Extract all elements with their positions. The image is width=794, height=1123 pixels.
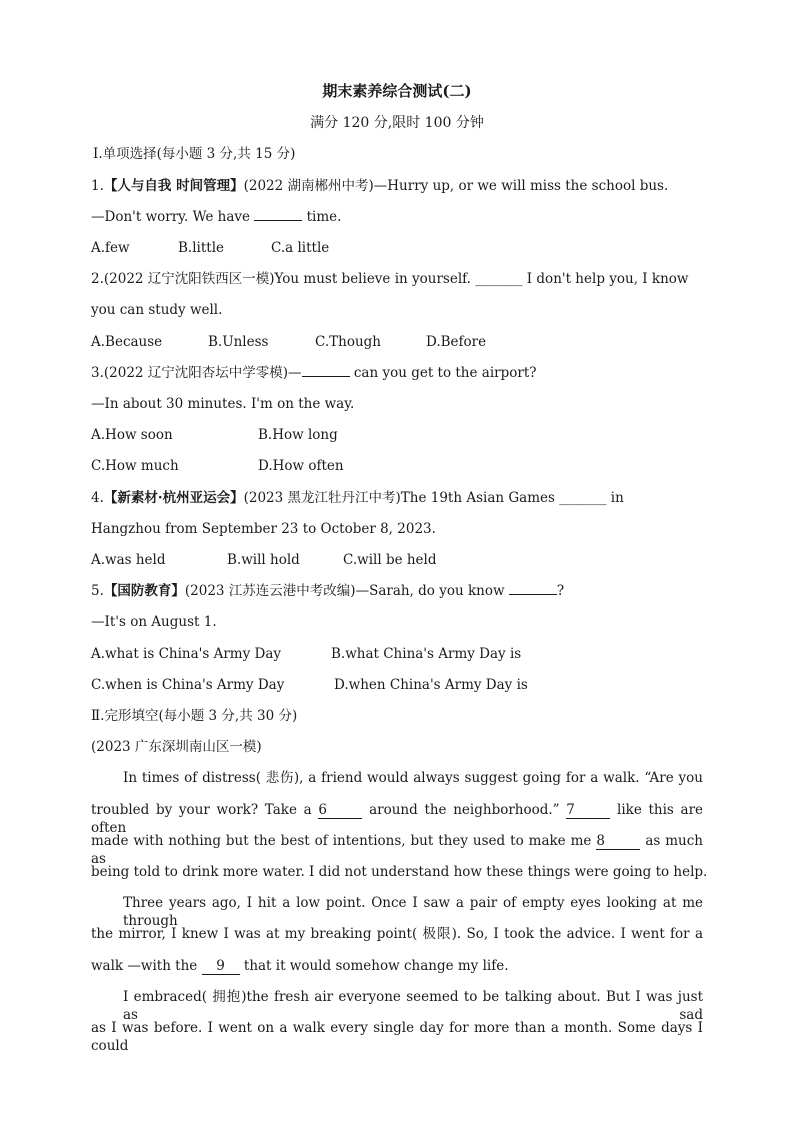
- option-a[interactable]: A.what is China's Army Day: [91, 646, 282, 662]
- question-tag: 【国防教育】: [103, 583, 185, 599]
- passage-text: made with nothing but the best of intentions, but they used to make me: [91, 833, 592, 849]
- question-number: 4.: [91, 490, 104, 506]
- question-number: 5.: [91, 583, 104, 599]
- passage-text: as much as: [91, 833, 703, 867]
- passage-text: walk —with the: [91, 958, 198, 974]
- option-a[interactable]: A.was held: [91, 552, 166, 568]
- option-c[interactable]: C.will be held: [343, 552, 437, 568]
- option-d[interactable]: D.How often: [258, 458, 344, 474]
- option-d[interactable]: D.when China's Army Day is: [334, 677, 528, 693]
- question-2-cont: you can study well.: [91, 302, 223, 318]
- option-d[interactable]: D.Before: [426, 334, 487, 350]
- question-text: ?: [556, 583, 565, 599]
- question-tag: 【人与自我 时间管理】: [103, 178, 244, 194]
- option-c[interactable]: C.when is China's Army Day: [91, 677, 285, 693]
- page-subtitle: 满分 120 分,限时 100 分钟: [310, 115, 484, 131]
- cloze-blank-6[interactable]: 6: [318, 802, 362, 819]
- option-a[interactable]: A.Because: [91, 334, 163, 350]
- passage-line: I embraced( 拥抱)the fresh air everyone seemed to be talking about. But I was just as sad: [123, 989, 703, 1023]
- page-title: 期末素养综合测试(二): [322, 82, 472, 100]
- answer-blank[interactable]: [302, 376, 350, 377]
- passage-text: around the neighborhood.”: [369, 802, 560, 818]
- question-5-response: —It's on August 1.: [91, 614, 217, 630]
- option-b[interactable]: B.Unless: [208, 334, 269, 350]
- option-b[interactable]: B.will hold: [227, 552, 300, 568]
- question-text: 3.(2022 辽宁沈阳杏坛中学零模)—: [91, 365, 302, 381]
- passage-text: like this are often: [91, 802, 704, 836]
- passage-line: Three years ago, I hit a low point. Once I saw a pair of empty eyes looking at me through: [123, 895, 703, 929]
- option-a[interactable]: A.few: [91, 240, 130, 256]
- answer-blank[interactable]: [254, 220, 302, 221]
- question-4: [91, 489, 703, 507]
- question-text: (2023 黑龙江牡丹江中考)The 19th Asian Games _______ in: [243, 490, 624, 506]
- cloze-blank-8[interactable]: 8: [596, 833, 640, 850]
- option-b[interactable]: B.what China's Army Day is: [331, 646, 522, 662]
- passage-line: as I was before. I went on a walk every single day for more than a month. Some days I could: [91, 1020, 703, 1054]
- answer-blank[interactable]: [509, 594, 557, 595]
- cloze-blank-9[interactable]: 9: [202, 958, 240, 975]
- question-text: can you get to the airport?: [349, 365, 537, 381]
- passage-line: the mirror, I knew I was at my breaking point( 极限). So, I took the advice. I went for a: [91, 926, 703, 942]
- question-3: [91, 364, 703, 382]
- option-c[interactable]: C.Though: [315, 334, 381, 350]
- section2-source: (2023 广东深圳南山区一模): [91, 739, 262, 755]
- passage-text: that it would somehow change my life.: [243, 958, 509, 974]
- option-b[interactable]: B.little: [178, 240, 225, 256]
- section2-heading: Ⅱ.完形填空(每小题 3 分,共 30 分): [91, 708, 298, 724]
- question-number: 1.: [91, 178, 104, 194]
- question-5: [91, 582, 703, 600]
- question-3-response: —In about 30 minutes. I'm on the way.: [91, 396, 355, 412]
- passage-line: In times of distress( 悲伤), a friend would always suggest going for a walk. “Are you: [123, 770, 703, 786]
- option-c[interactable]: C.How much: [91, 458, 179, 474]
- passage-line: being told to drink more water. I did not understand how these things were going to help.: [91, 864, 708, 880]
- question-1-response: [91, 208, 703, 226]
- question-text: (2022 湖南郴州中考)—Hurry up, or we will miss the school bus.: [243, 178, 669, 194]
- option-a[interactable]: A.How soon: [91, 427, 173, 443]
- option-c[interactable]: C.a little: [271, 240, 330, 256]
- section1-heading: Ⅰ.单项选择(每小题 3 分,共 15 分): [93, 146, 296, 162]
- option-b[interactable]: B.How long: [258, 427, 338, 443]
- question-tag: 【新素材·杭州亚运会】: [103, 490, 244, 506]
- question-4-cont: Hangzhou from September 23 to October 8, 2023.: [91, 521, 436, 537]
- response-text: time.: [302, 209, 342, 225]
- question-text: (2023 江苏连云港中考改编)—Sarah, do you know: [184, 583, 509, 599]
- question-2: 2.(2022 辽宁沈阳铁西区一模)You must believe in yourself. _______ I don't help you, I know: [91, 271, 689, 287]
- response-text: —Don't worry. We have: [91, 209, 255, 225]
- passage-line: [91, 957, 703, 975]
- question-1: [91, 177, 703, 195]
- cloze-blank-7[interactable]: 7: [566, 802, 610, 819]
- passage-text: troubled by your work? Take a: [91, 802, 312, 818]
